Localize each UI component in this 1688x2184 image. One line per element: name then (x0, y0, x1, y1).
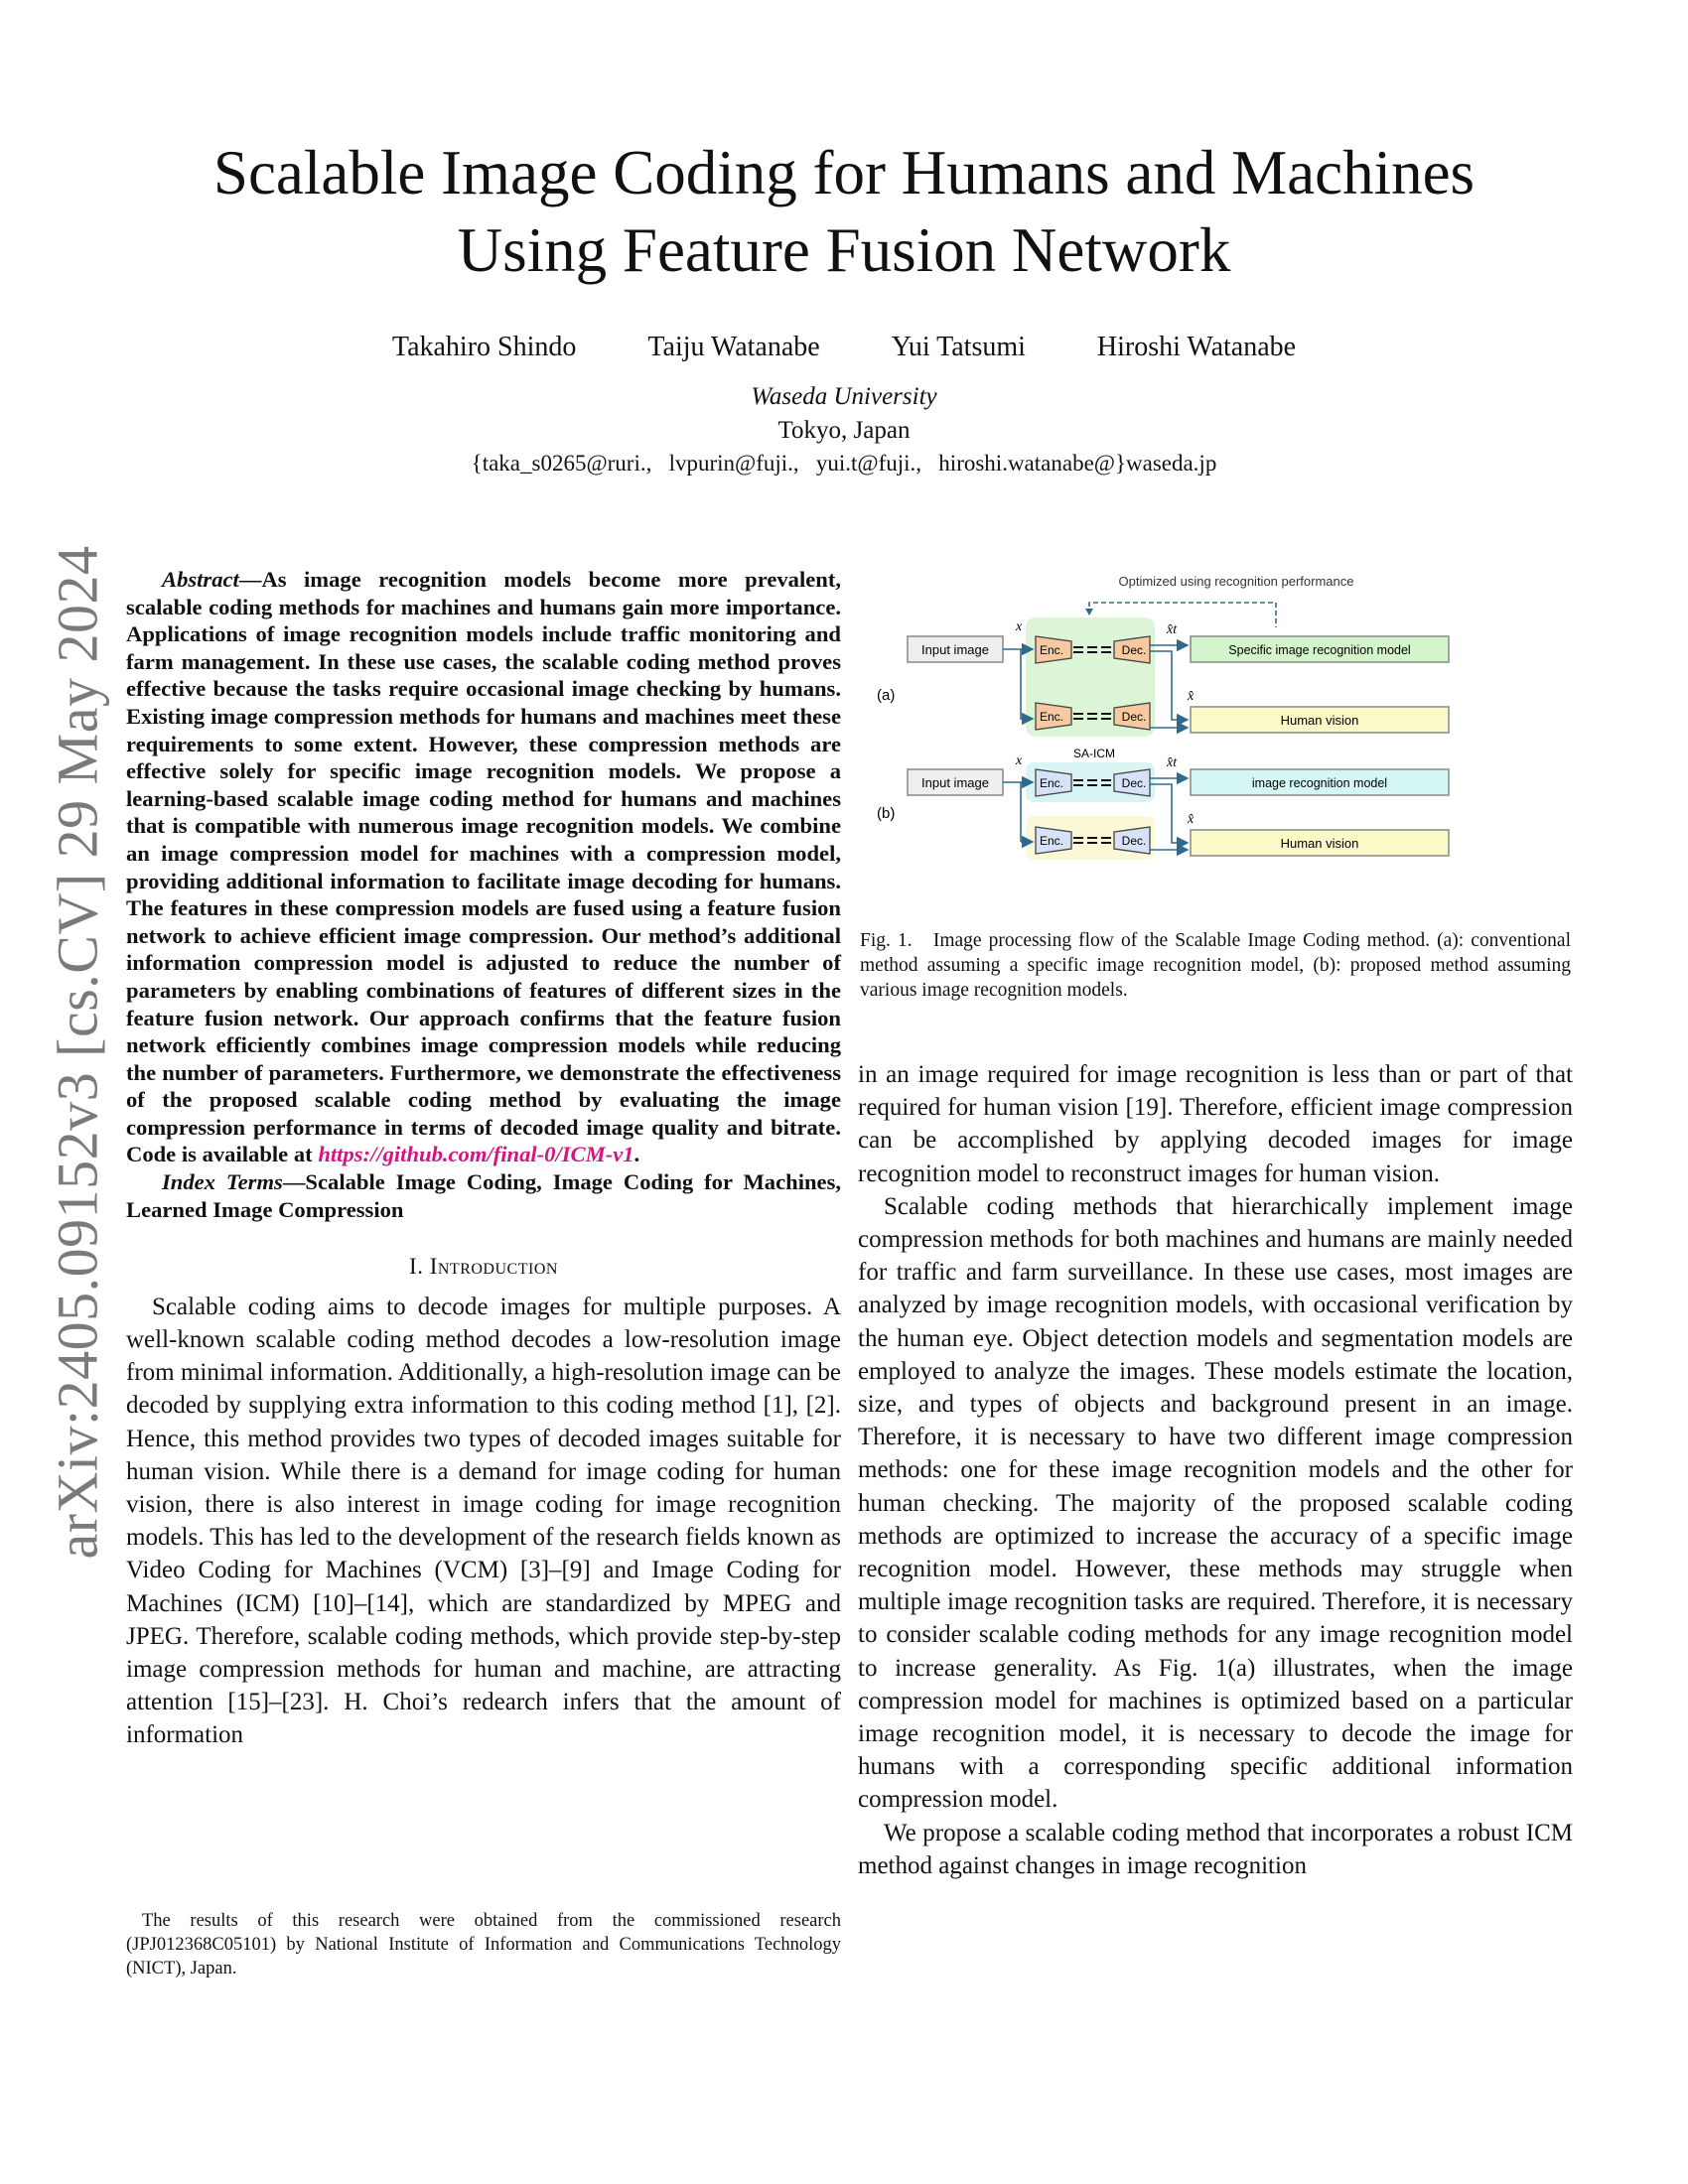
figure-1 (854, 566, 1569, 903)
svg-text:Dec.: Dec. (1121, 834, 1147, 848)
abstract-text: —As image recognition models become more prevalent, scalable coding methods for machines and humans gain more importance. Applications of image recognition models include traffic monitoring and farm management. In these use cases, the scalable coding method proves effective because the tasks require occasional image checking by humans. Existing image compression methods for humans and machines meet these requirements to some extent. However, these compression methods are effective solely for specific image recognition models. We propose a learning-based scalable image coding method for humans and machines that is compatible with numerous image recognition models. We combine an image compression model for machines with a compression model, providing additional information to facilitate image decoding for humans. The features in these compression models are fused using a feature fusion network to achieve efficient image compression. Our method’s additional information compression model is adjusted to reduce the number of parameters by enabling combinations of features of different sizes in the feature fusion network. Our approach confirms that the feature fusion network efficiently combines image compression models while reducing the number of parameters. Furthermore, we demonstrate the effectiveness of the proposed scalable coding method by evaluating the image compression performance in terms of decoded image quality and bitrate. Code is available at (126, 567, 841, 1167)
svg-text:Dec.: Dec. (1121, 776, 1147, 790)
intro-left-text (126, 1291, 841, 1752)
figure-caption: Fig. 1. Image processing flow of the Scalable Image Coding method. (a): conventional method assuming a specific image recognition model, (b): proposed method assuming various image recognition models. (860, 930, 1576, 1001)
affiliation-institution: Waseda University (751, 383, 937, 410)
svg-text:Input image: Input image (921, 775, 989, 790)
svg-text:x: x (1016, 619, 1023, 634)
title-line-2: Using Feature Fusion Network (457, 215, 1231, 285)
arxiv-stamp-text: arXiv:2405.09152v3 [cs.CV] 29 May 2024 (45, 545, 110, 1560)
title-line-1: Scalable Image Coding for Humans and Machines (212, 138, 1476, 207)
abstract-end: . (633, 1142, 640, 1167)
author-list (0, 332, 1688, 363)
paper-title (99, 134, 1589, 289)
svg-text:Input image: Input image (921, 642, 989, 657)
abstract-block (126, 566, 841, 1752)
svg-text:Enc.: Enc. (1039, 776, 1064, 790)
optimized-label: Optimized using recognition performance (1118, 574, 1354, 589)
intro-paragraph: Scalable coding aims to decode images for multiple purposes. A well-known scalable coding method decodes a low-resolution image from minimal information. Additionally, a high-resolution image can be decoded by supplying extra information to this coding method [1], [2]. Hence, this method provides two types of decoded images suitable for human vision. While there is a demand for image coding for human vision, there is also interest in image coding for image recognition models. This has led to the development of the research fields known as Video Coding for Machines (VCM) [3]–[9] and Image Coding for Machines (ICM) [10]–[14], which are standardized by MPEG and JPEG. Therefore, scalable coding methods, which provide step-by-step image compression methods for human and machine, are attracting attention [15]–[23]. H. Choi’s redearch infers that the amount of information (126, 1293, 841, 1749)
author-name: Hiroshi Watanabe (1096, 332, 1297, 362)
section-title: Introduction (429, 1254, 558, 1280)
index-terms-label: Index Terms (162, 1169, 283, 1195)
svg-text:SA-ICM: SA-ICM (1073, 747, 1115, 760)
code-link[interactable]: https://github.com/final-0/ICM-v1 (318, 1142, 634, 1167)
intro-right-text (858, 1058, 1573, 1882)
affiliation-location: Tokyo, Japan (777, 417, 911, 444)
svg-text:Enc.: Enc. (1039, 834, 1064, 848)
svg-text:Specific image recognition mod: Specific image recognition model (1228, 643, 1411, 657)
svg-text:Dec.: Dec. (1121, 643, 1147, 657)
intro-paragraph: in an image required for image recognition is less than or part of that required for human vision [19]. Therefore, efficient image compression can be accomplished by applying decoded images for image recognition model to reconstruct images for human vision. (858, 1061, 1573, 1187)
svg-text:(b): (b) (877, 805, 896, 822)
intro-paragraph: We propose a scalable coding method that incorporates a robust ICM method against changes in image recognition (858, 1819, 1573, 1879)
svg-text:Human vision: Human vision (1280, 836, 1359, 851)
section-number: I. (409, 1254, 424, 1280)
svg-text:image recognition model: image recognition model (1251, 776, 1388, 790)
abstract-label: Abstract (162, 567, 239, 592)
svg-text:Enc.: Enc. (1039, 643, 1064, 657)
affiliation-emails: {taka_s0265@ruri., lvpurin@fuji., yui.t@fuji., hiroshi.watanabe@}waseda.jp (471, 451, 1217, 476)
svg-text:(a): (a) (877, 687, 896, 704)
svg-text:Enc.: Enc. (1039, 710, 1064, 724)
svg-text:x̂: x̂ (1188, 689, 1195, 704)
svg-text:x̂: x̂ (1188, 812, 1195, 827)
section-heading-introduction (126, 1253, 841, 1281)
index-terms-text: —Scalable Image Coding, Image Coding for Machines, Learned Image Compression (126, 1169, 842, 1222)
author-name: Yui Tatsumi (891, 332, 1026, 362)
index-terms (126, 1168, 841, 1223)
arxiv-stamp (18, 545, 137, 1560)
abstract-paragraph (126, 566, 841, 1168)
author-name: Taiju Watanabe (647, 332, 820, 362)
author-name: Takahiro Shindo (391, 332, 577, 362)
svg-text:x̂t: x̂t (1167, 755, 1178, 770)
footnote-text: The results of this research were obtained from the commissioned research (JPJ012368C05101) by National Institute of Information and Communications Technology (NICT), Japan. (126, 1911, 841, 1979)
svg-text:x: x (1016, 753, 1023, 768)
svg-text:x̂t: x̂t (1167, 622, 1178, 637)
footnote (126, 1909, 841, 1980)
svg-text:Dec.: Dec. (1121, 710, 1147, 724)
svg-text:Human vision: Human vision (1280, 713, 1359, 728)
intro-paragraph: Scalable coding methods that hierarchically implement image compression methods for both machines and humans are mainly needed for traffic and farm surveillance. In these use cases, most images are analyzed by image recognition models, with occasional verification by the human eye. Object detection models and segmentation models are employed to analyze the images. These models estimate the location, size, and types of objects and background present in an image. Therefore, it is necessary to have two different image compression methods: one for these image recognition models and the other for human checking. The majority of the proposed scalable coding methods are optimized to increase the accuracy of a specific image recognition model. However, these methods may struggle when multiple image recognition tasks are required. Therefore, it is necessary to consider scalable coding methods for any image recognition model to increase generality. As Fig. 1(a) illustrates, when the image compression model for machines is optimized based on a particular image recognition model, it is necessary to decode the image for humans with a corresponding specific additional information compression model. (858, 1192, 1573, 1814)
